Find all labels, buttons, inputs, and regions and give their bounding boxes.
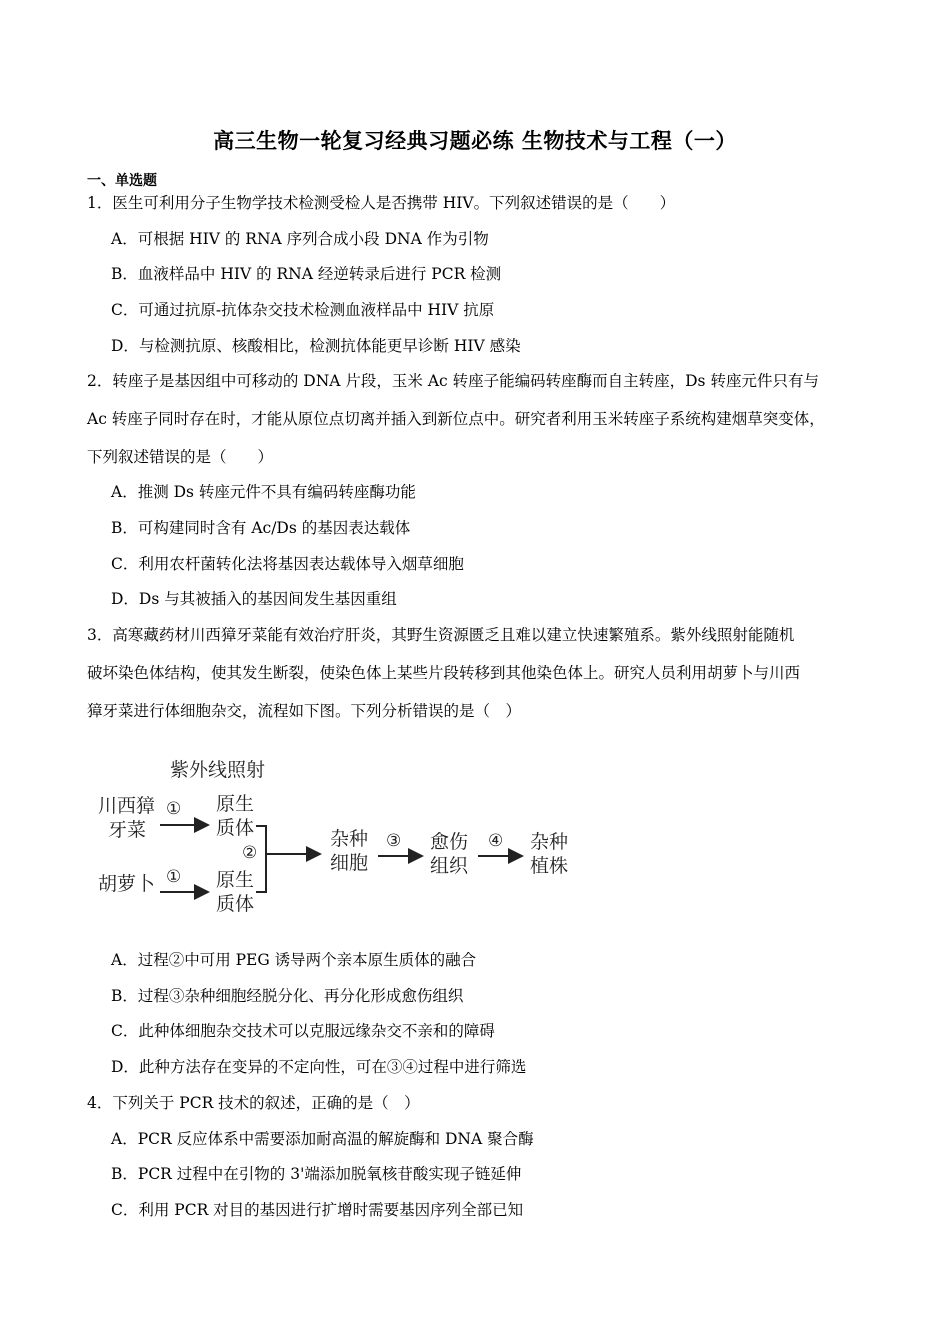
question-2-text-line-3: 下列叙述错误的是（ ）	[87, 448, 274, 466]
step-4-marker: ④	[488, 831, 504, 851]
step-1-upper-marker: ①	[166, 799, 182, 819]
question-3-text-line-2: 破坏染色体结构，使其发生断裂，使染色体上某些片段转移到其他染色体上。研究人员利用胡萝卜与川西	[87, 664, 801, 682]
question-3-option-c: C．此种体细胞杂交技术可以克服远缘杂交不亲和的障碍	[111, 1022, 495, 1040]
protoplast-lower-line1: 原生	[216, 869, 255, 891]
question-2-option-a: A．推测 Ds 转座元件不具有编码转座酶功能	[111, 483, 416, 501]
question-1-option-b: B．血液样品中 HIV 的 RNA 经逆转录后进行 PCR 检测	[111, 265, 502, 283]
plant1-label-line2: 牙菜	[108, 819, 147, 841]
plant1-label-line1: 川西獐	[98, 795, 156, 817]
protoplast-upper-line1: 原生	[216, 793, 255, 815]
step-2-marker: ②	[242, 843, 258, 863]
section-heading: 一、单选题	[87, 173, 157, 189]
question-4-option-c: C．利用 PCR 对目的基因进行扩增时需要基因序列全部已知	[111, 1201, 524, 1219]
question-2-option-b: B．可构建同时含有 Ac/Ds 的基因表达载体	[111, 519, 411, 537]
cell-fusion-flow-diagram	[90, 752, 580, 922]
question-2-option-d: D．Ds 与其被插入的基因间发生基因重组	[111, 590, 397, 608]
callus-line1: 愈伤	[430, 831, 469, 853]
plant2-label: 胡萝卜	[98, 873, 156, 895]
hybrid-cell-line1: 杂种	[330, 828, 369, 850]
question-1-option-c: C．可通过抗原-抗体杂交技术检测血液样品中 HIV 抗原	[111, 301, 495, 319]
question-3-option-d: D．此种方法存在变异的不定向性，可在③④过程中进行筛选	[111, 1058, 527, 1076]
question-3-text-line-1: 3．高寒藏药材川西獐牙菜能有效治疗肝炎，其野生资源匮乏且难以建立快速繁殖系。紫外线照射能随机	[87, 626, 795, 644]
fusion-bracket	[256, 826, 266, 892]
step-3-marker: ③	[386, 831, 402, 851]
question-3-option-a: A．过程②中可用 PEG 诱导两个亲本原生质体的融合	[111, 951, 477, 969]
question-3-option-b: B．过程③杂种细胞经脱分化、再分化形成愈伤组织	[111, 987, 464, 1005]
protoplast-upper-line2: 质体	[216, 817, 255, 839]
question-4-option-a: A．PCR 反应体系中需要添加耐高温的解旋酶和 DNA 聚合酶	[111, 1130, 534, 1148]
uv-label: 紫外线照射	[170, 759, 266, 781]
question-4-option-b: B．PCR 过程中在引物的 3'端添加脱氧核苷酸实现子链延伸	[111, 1165, 522, 1183]
hybrid-plant-line1: 杂种	[530, 831, 569, 853]
question-2-option-c: C．利用农杆菌转化法将基因表达载体导入烟草细胞	[111, 555, 464, 573]
page-title: 高三生物一轮复习经典习题必练 生物技术与工程（一）	[213, 129, 737, 153]
question-2-text-line-1: 2．转座子是基因组中可移动的 DNA 片段，玉米 Ac 转座子能编码转座酶而自主转座，Ds 转座元件只有与	[87, 372, 819, 390]
question-4-text: 4．下列关于 PCR 技术的叙述，正确的是（ ）	[87, 1094, 420, 1112]
protoplast-lower-line2: 质体	[216, 893, 255, 915]
question-2-text-line-2: Ac 转座子同时存在时，才能从原位点切离并插入到新位点中。研究者利用玉米转座子系统构建烟草突变体，	[87, 410, 825, 428]
question-1-text: 1．医生可利用分子生物学技术检测受检人是否携带 HIV。下列叙述错误的是（ ）	[87, 194, 676, 212]
callus-line2: 组织	[430, 855, 469, 877]
hybrid-cell-line2: 细胞	[330, 852, 369, 874]
step-1-lower-marker: ①	[166, 867, 182, 887]
question-3-text-line-3: 獐牙菜进行体细胞杂交，流程如下图。下列分析错误的是（ ）	[87, 702, 522, 720]
hybrid-plant-line2: 植株	[530, 855, 569, 877]
question-1-option-d: D．与检测抗原、核酸相比，检测抗体能更早诊断 HIV 感染	[111, 337, 521, 355]
question-1-option-a: A．可根据 HIV 的 RNA 序列合成小段 DNA 作为引物	[111, 230, 489, 248]
